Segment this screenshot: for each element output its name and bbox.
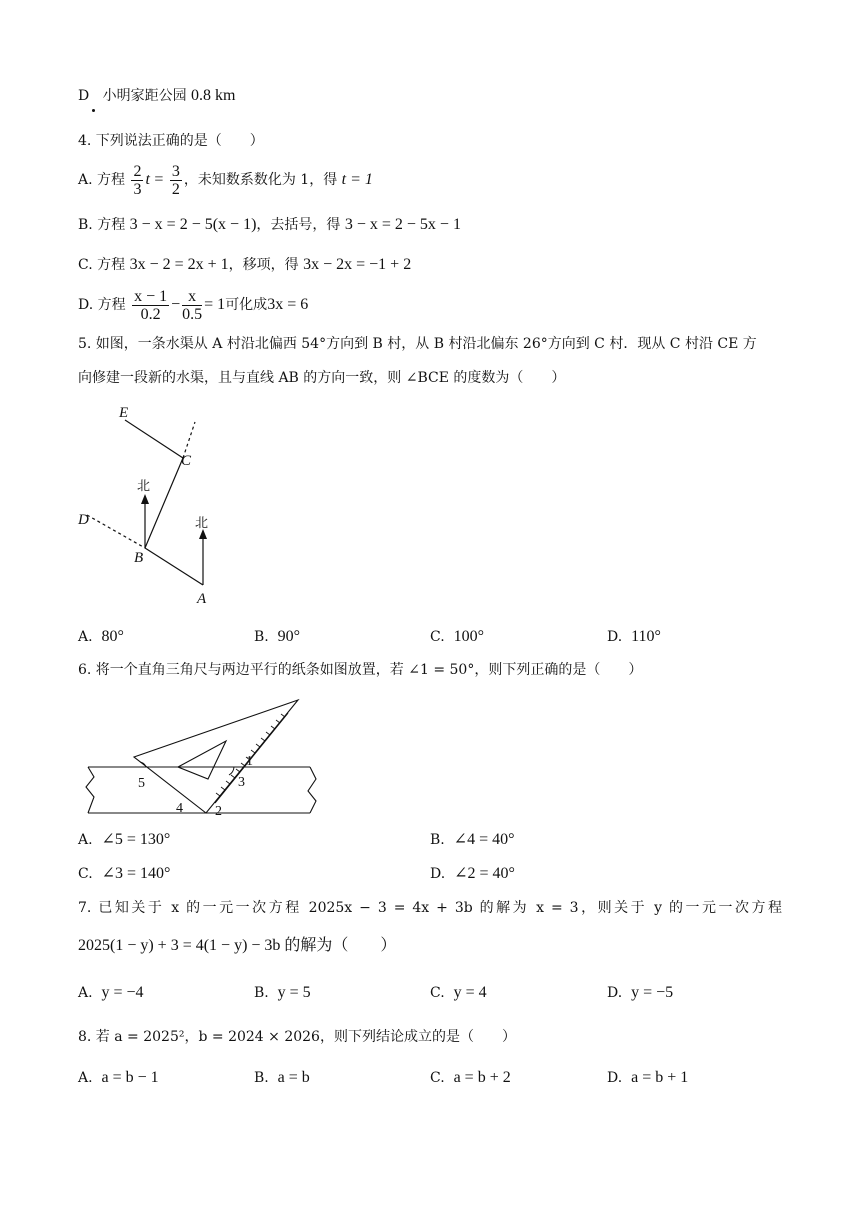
- option-result: 3x − 2x = −1 + 2: [303, 256, 412, 273]
- q7-option-b: B. y = 5: [254, 984, 311, 1001]
- angle-label-1: 1: [246, 754, 253, 769]
- q4-stem: 4. 下列说法正确的是（ ）: [78, 133, 264, 149]
- equals: = 1: [204, 296, 226, 313]
- q6-option-b: B. ∠4 = 40°: [430, 831, 515, 848]
- q8-stem: 8. 若 a = 2025²，b = 2024 × 2026，则下列结论成立的是（ ）: [78, 1029, 516, 1045]
- option-text: 方程: [97, 257, 126, 273]
- q7-option-c: C. y = 4: [430, 984, 487, 1001]
- segment-ce: [125, 420, 183, 458]
- option-label: D: [78, 88, 90, 104]
- angle-label-2: 2: [215, 804, 222, 819]
- angle-label-3: 3: [238, 775, 245, 790]
- fraction: $\frac{3}{2}$: [171, 162, 180, 198]
- point-label-c: C: [181, 453, 192, 469]
- q8-option-d: D. a = b + 1: [607, 1069, 689, 1086]
- option-text: 小明家距公园: [102, 88, 187, 104]
- q7-stem-line2: 2025(1 − y) + 3 = 4(1 − y) − 3b 的解为（ ）: [78, 937, 397, 954]
- strip-left-tear: [86, 767, 94, 813]
- option-text: 方程: [97, 217, 126, 233]
- q6-option-c: C. ∠3 = 140°: [78, 865, 171, 882]
- option-value: 0.8 km: [191, 87, 236, 104]
- segment-ab: [145, 548, 203, 585]
- option-label: A.: [78, 172, 93, 188]
- q4-option-a: [78, 160, 373, 200]
- q6-figure: [82, 695, 322, 820]
- minus: −: [171, 296, 181, 313]
- q3-option-d: [78, 86, 236, 106]
- q5-option-d: D. 110°: [607, 628, 661, 645]
- equals: =: [154, 171, 164, 188]
- q7-stem-line1: 7. 已知关于 x 的一元一次方程 2025x − 3 = 4x + 3b 的解为 x = 3，则关于 y 的一元一次方程: [78, 900, 782, 916]
- q8-option-c: C. a = b + 2: [430, 1069, 511, 1086]
- north-label-1: 北: [137, 479, 151, 494]
- triangle-ruler: [134, 700, 298, 813]
- fraction: $\frac{x}{0.5}$: [182, 287, 203, 323]
- q4-option-c: [78, 255, 411, 275]
- option-label: B.: [78, 217, 93, 233]
- ray-bd-dashed: [87, 515, 145, 548]
- triangle-cutout: [178, 741, 226, 779]
- q4-option-d: [78, 283, 308, 327]
- angle-arc-3: [229, 767, 234, 775]
- q7-option-a: A. y = −4: [78, 984, 144, 1001]
- segment-bc: [145, 458, 183, 548]
- dot-mark: [92, 109, 95, 112]
- point-label-e: E: [119, 405, 129, 421]
- q6-option-d: D. ∠2 = 40°: [430, 865, 515, 882]
- point-label-b: B: [134, 550, 144, 566]
- q8-option-b: B. a = b: [254, 1069, 310, 1086]
- q5-option-a: A. 80°: [78, 628, 124, 645]
- q6-option-a: A. ∠5 = 130°: [78, 831, 171, 848]
- point-label-d: D: [78, 512, 89, 528]
- q5-option-c: C. 100°: [430, 628, 484, 645]
- q5-stem-line2: 向修建一段新的水渠，且与直线 AB 的方向一致，则 ∠BCE 的度数为（ ）: [78, 370, 566, 386]
- strip-right-tear: [308, 767, 316, 813]
- option-text: 方程: [97, 172, 126, 188]
- option-label: C.: [78, 257, 93, 273]
- q8-option-a: A. a = b − 1: [78, 1069, 159, 1086]
- fraction: $\frac{2}{3}$: [133, 162, 142, 198]
- q6-stem: 6. 将一个直角三角尺与两边平行的纸条如图放置，若 ∠1 = 50°，则下列正确的是（ ）: [78, 662, 643, 678]
- angle-label-4: 4: [176, 801, 183, 816]
- q5-figure: [75, 400, 235, 610]
- option-result: 3x = 6: [267, 296, 309, 313]
- equation: 3x − 2 = 2x + 1: [129, 256, 229, 273]
- angle-label-5: 5: [138, 776, 145, 791]
- option-text: ，去括号，得: [256, 217, 341, 233]
- option-result: 3 − x = 2 − 5x − 1: [344, 216, 461, 233]
- option-result: t = 1: [341, 171, 373, 188]
- q4-option-b: [78, 215, 461, 235]
- option-text: ，移项，得: [228, 257, 299, 273]
- option-text: ，未知数系数化为 1，得: [183, 172, 338, 188]
- equation: 3 − x = 2 − 5(x − 1): [129, 216, 257, 233]
- option-label: D.: [78, 297, 94, 313]
- q7-option-d: D. y = −5: [607, 984, 674, 1001]
- option-text: 可化成: [225, 297, 268, 313]
- q5-option-b: B. 90°: [254, 628, 301, 645]
- option-text: 方程: [97, 297, 126, 313]
- north-label-2: 北: [195, 516, 209, 531]
- variable: t: [145, 171, 150, 188]
- fraction: $\frac{x - 1}{0.2}$: [134, 287, 168, 323]
- point-label-a: A: [197, 591, 207, 607]
- q5-stem-line1: 5. 如图，一条水渠从 A 村沿北偏西 54°方向到 B 村，从 B 村沿北偏东 26°方向到 C 村．现从 C 村沿 CE 方: [78, 336, 757, 352]
- arrowhead-b-icon: [141, 494, 149, 504]
